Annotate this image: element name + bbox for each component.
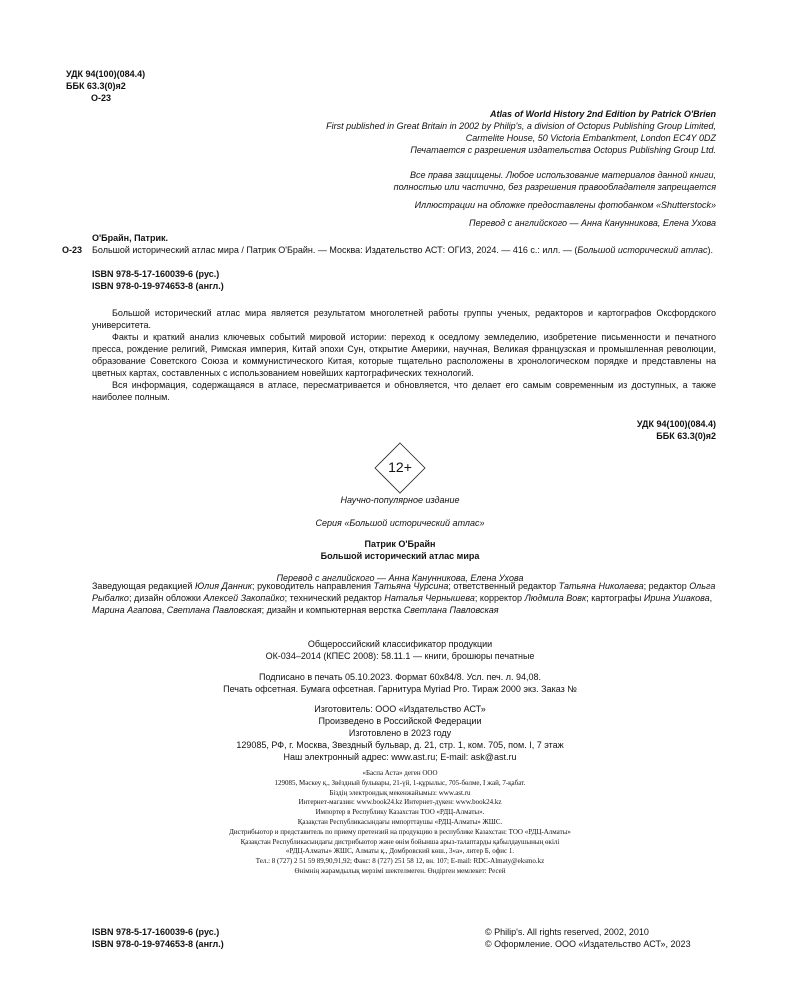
kazakhstan-distributor-block (160, 769, 640, 877)
credit-name: Татьяна Чурсина (373, 581, 449, 591)
credit-name: Наталья Чернышева (384, 593, 475, 603)
producer-line-4: 129085, РФ, г. Москва, Звездный бульвар, д. 21, стр. 1, ком. 705, пом. I, 7 этаж (236, 740, 564, 750)
publisher-address-line: Carmelite House, 50 Victoria Embankment, London EC4Y 0DZ (465, 133, 716, 143)
bibliographic-author: О'Брайн, Патрик. (92, 233, 168, 243)
producer-line-5: Наш электронный адрес: www.ast.ru; E-mail: ask@ast.ru (283, 752, 517, 762)
credit-name: Людмила Вовк (524, 593, 587, 603)
kz-line: Біздің электрондық мекенжайымыз: www.ast.ru (329, 788, 471, 797)
credit-role: картографы (591, 593, 642, 603)
classifier-line-1: Общероссийский классификатор продукции (307, 639, 493, 649)
classification-codes-top (66, 68, 145, 104)
producer-line-3: Изготовлено в 2023 году (348, 728, 452, 738)
entry-text: Большой исторический атлас мира / Патрик О'Брайн. — Москва: Издательство АСТ: ОГИЗ, 2024. — 416 с.: илл. — ( (92, 245, 578, 255)
bbk-code-right: ББК 63.3(0)я2 (656, 431, 716, 441)
credit-role: дизайн обложки (133, 593, 201, 603)
credit-name: Марина Агапова (92, 605, 162, 615)
bbk-code: ББК 63.3(0)я2 (66, 81, 126, 91)
isbn-english: ISBN 978-0-19-974653-8 (англ.) (92, 281, 224, 291)
credit-name: Татьяна Николаева (558, 581, 644, 591)
book-title: Большой исторический атлас мира (320, 551, 480, 561)
original-edition-block (326, 108, 716, 229)
kz-line: Өнімнің жарамдылық мерзімі шектелмеген. Өндірген мемлекет: Ресей (294, 866, 506, 875)
original-title: Atlas of World History 2nd Edition by Patrick O'Brien (489, 109, 716, 119)
copyright-line-2: © Оформление. ООО «Издательство АСТ», 2023 (485, 939, 691, 949)
kz-line: Қазақстан Республикасындағы дистрибьютор және өнім бойынша арыз-талаптарды қабылдаушының өкілі (240, 837, 560, 846)
bibliographic-entry (62, 244, 716, 256)
edition-type: Научно-популярное издание (340, 495, 460, 505)
translation-credit: Перевод с английского — Анна Канунникова, Елена Ухова (276, 573, 524, 583)
credit-name: Юлия Данник (194, 581, 253, 591)
annotation-paragraph: Большой исторический атлас мира является результатом многолетней работы группы ученых, редакторов и картографов Оксфордского университета. (92, 308, 716, 330)
series-name: Серия «Большой исторический атлас» (315, 518, 485, 528)
author-mark: О-23 (91, 93, 112, 103)
kz-line: Импортер в Республику Казахстан ТОО «РДЦ-Алматы». (315, 808, 485, 817)
copyright-block (485, 926, 691, 950)
cover-credit-line: Иллюстрации на обложке предоставлены фотобанком «Shutterstock» (414, 200, 716, 210)
credit-name: Алексей Закопайко (203, 593, 285, 603)
kz-line: Тел.: 8 (727) 2 51 59 89,90,91,92; Факс: 8 (727) 251 58 12, вн. 107; E-mail: RDC-Almaty@eksmo.kz (255, 857, 545, 866)
credit-name: Светлана Павловская (166, 605, 262, 615)
footer-isbn-english: ISBN 978-0-19-974653-8 (англ.) (92, 939, 224, 949)
staff-credits: Заведующая редакцией Юлия Данник; руководитель направления Татьяна Чурсина; ответственный редактор Татьяна Николаева; редактор Ольга Рыбалко; дизайн обложки Алексей Закопайко; технический редактор Наталья Чернышева; корректор Людмила Вовк; картографы Ирина Ушакова, Марина Агапова, Светлана Павловская; дизайн и компьютерная верстка Светлана Павловская (92, 581, 716, 615)
credit-role: Заведующая редакцией (92, 581, 193, 591)
annotation-paragraph: Вся информация, содержащаяся в атласе, пересматривается и обновляется, что делает его самым современным из доступных, а также наиболее полным. (92, 380, 716, 402)
kz-line: Интернет-магазин: www.book24.kz Интернет-дүкен: www.book24.kz (298, 798, 502, 807)
entry-series: Большой исторический атлас (577, 245, 708, 255)
bibliographic-record (62, 232, 716, 292)
kz-line: Қазақстан Республикасындағы импорттаушы «РДЦ-Алматы» ЖШС. (297, 817, 503, 826)
isbn-block (62, 268, 716, 292)
producer-block (0, 703, 800, 763)
producer-line-2: Произведено в Российской Федерации (318, 716, 482, 726)
age-rating-label: 12+ (388, 459, 412, 475)
age-rating-badge (374, 442, 426, 494)
credit-name: Ирина Ушакова (643, 593, 710, 603)
print-info-line-1: Подписано в печать 05.10.2023. Формат 60x84/8. Усл. печ. л. 94,08. (258, 672, 542, 682)
credit-role: ответственный редактор (453, 581, 557, 591)
rights-line-1: Все права защищены. Любое использование материалов данной книги, (409, 170, 716, 180)
copyright-line-1: © Philip's. All rights reserved, 2002, 2010 (485, 927, 649, 937)
credit-name: Ольга Рыбалко (92, 581, 716, 603)
credit-role: корректор (479, 593, 523, 603)
print-info-block (0, 671, 800, 695)
classifier-block (0, 638, 800, 662)
producer-line-1: Изготовитель: ООО «Издательство АСТ» (314, 704, 486, 714)
kz-line: «Баспа Аста» деген ООО (362, 769, 438, 777)
annotation (92, 307, 716, 403)
bibliographic-code: О-23 (62, 245, 83, 255)
footer-isbn-russian: ISBN 978-5-17-160039-6 (рус.) (92, 927, 220, 937)
kz-line: 129085, Мәскеу қ., Звёздный бульвары, 21-үй, 1-құрылыс, 705-бөлме, I жай, 7-қабат. (274, 778, 526, 787)
first-published-line: First published in Great Britain in 2002 by Philip's, a division of Octopus Publishing Group Limited, (326, 121, 716, 131)
classifier-line-2: ОК-034–2014 (КПЕС 2008): 58.11.1 — книги, брошюры печатные (265, 651, 535, 661)
credit-role: дизайн и компьютерная верстка (266, 605, 402, 615)
isbn-russian: ISBN 978-5-17-160039-6 (рус.) (92, 269, 220, 279)
permission-line: Печатается с разрешения издательства Octopus Publishing Group Ltd. (410, 145, 716, 155)
translation-line: Перевод с английского — Анна Канунникова, Елена Ухова (469, 218, 716, 228)
credit-role: технический редактор (289, 593, 382, 603)
udk-code: УДК 94(100)(084.4) (66, 69, 146, 79)
kz-line: Дистрибьютор и представитель по приему претензий на продукцию в республике Казахстан: ТОО «РДЦ-Алматы» (229, 827, 571, 836)
credit-role: руководитель направления (257, 581, 372, 591)
entry-close: ). (707, 245, 714, 255)
footer-isbn-block (92, 926, 224, 950)
kz-line: «РДЦ-Алматы» ЖШС, Алматы қ., Домбровский көш., 3«а», литер Б, офис 1. (285, 847, 515, 856)
annotation-paragraph: Факты и краткий анализ ключевых событий мировой истории: переход к оседлому земледелию, изобретение письменности и печатного пресса, рождение религий, Римская империя, Китай эпохи Сун, открытие Америки, научная, Великая французская и промышленная революции, образование Советского Союза и коммунистического Китая, которые тщательно расположены в хронологическом порядке и представлены на цветных картах, составленных с использованием новейших картографических технологий. (92, 332, 716, 378)
print-info-line-2: Печать офсетная. Бумага офсетная. Гарнитура Myriad Pro. Тираж 2000 экз. Заказ № (223, 684, 577, 694)
rights-line-2: полностью или частично, без разрешения правообладателя запрещается (393, 182, 716, 192)
book-author: Патрик О'Брайн (364, 539, 436, 549)
credit-name: Светлана Павловская (403, 605, 499, 615)
credit-role: редактор (648, 581, 687, 591)
udk-code-right: УДК 94(100)(084.4) (636, 419, 716, 429)
classification-codes-right (637, 418, 716, 442)
